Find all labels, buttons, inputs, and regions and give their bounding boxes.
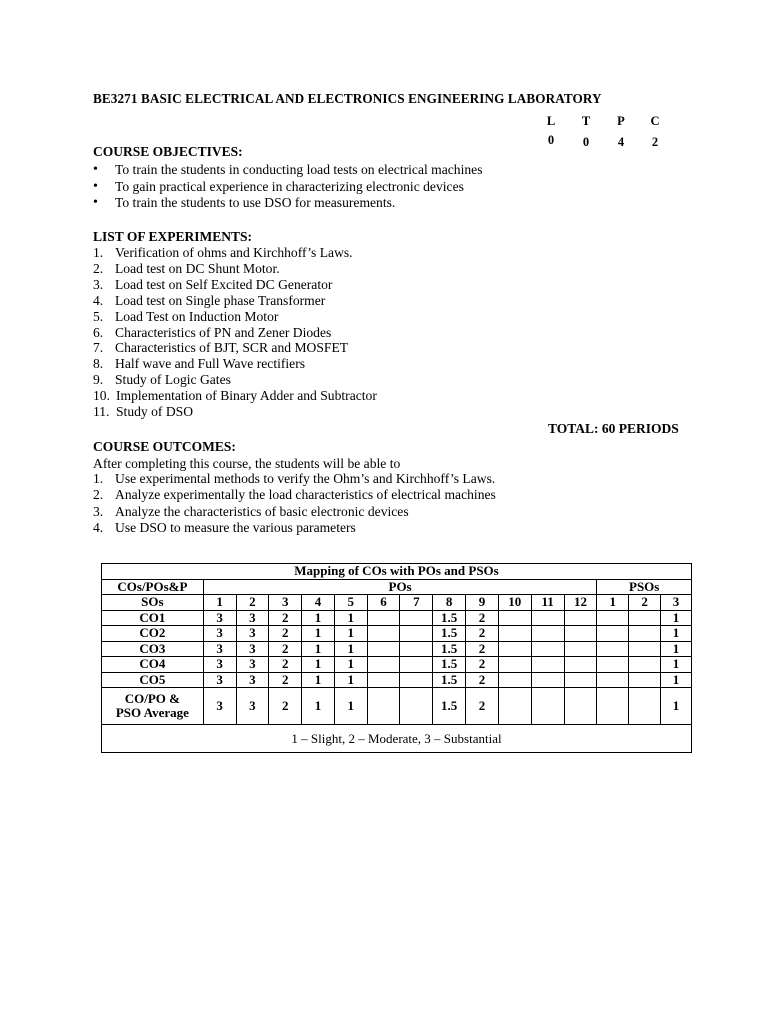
po-number: 9	[466, 595, 499, 611]
scale-legend: 1 – Slight, 2 – Moderate, 3 – Substantial	[102, 725, 692, 753]
table-row	[102, 657, 692, 673]
mapping-cell: 1	[302, 626, 335, 642]
average-cell	[531, 688, 564, 725]
mapping-cell	[367, 626, 400, 642]
ltpc-value-p: 4	[617, 135, 625, 149]
average-label-line-2: PSO Average	[115, 705, 189, 720]
mapping-cell	[629, 641, 661, 657]
outcomes-heading: COURSE OUTCOMES:	[93, 439, 236, 454]
item-text: Study of DSO	[116, 404, 194, 420]
item-number: 1.	[93, 245, 104, 260]
average-cell: 3	[203, 688, 236, 725]
table-row	[102, 641, 692, 657]
item-text: Load test on Single phase Transformer	[115, 292, 326, 308]
average-row	[102, 688, 692, 725]
mapping-cell: 2	[466, 657, 499, 673]
mapping-cell	[564, 657, 597, 673]
mapping-cell: 1	[661, 657, 692, 673]
mapping-cell: 2	[466, 610, 499, 626]
item-text: Characteristics of BJT, SCR and MOSFET	[115, 340, 349, 356]
average-cell	[367, 688, 400, 725]
item-number: 2.	[93, 486, 104, 502]
ltpc-header-l: L	[546, 114, 556, 128]
item-number: 7.	[93, 340, 104, 356]
item-number: 2.	[93, 260, 104, 276]
experiment-item	[93, 388, 377, 404]
table-number-row	[102, 595, 692, 611]
item-text: Half wave and Full Wave rectifiers	[115, 356, 306, 372]
pso-number: 3	[661, 595, 692, 611]
item-number: 3.	[93, 276, 104, 292]
mapping-cell: 3	[236, 672, 269, 688]
average-cell: 1	[661, 688, 692, 725]
mapping-cell: 1	[302, 610, 335, 626]
table-group-row	[102, 579, 692, 595]
experiment-item	[93, 325, 377, 341]
average-cell: 1.5	[433, 688, 466, 725]
experiments-heading: LIST OF EXPERIMENTS:	[93, 229, 253, 244]
outcome-item	[93, 520, 496, 536]
mapping-cell	[629, 672, 661, 688]
mapping-cell	[597, 641, 629, 657]
table-row	[102, 626, 692, 642]
item-number: 10.	[93, 388, 110, 404]
mapping-cell: 1	[661, 641, 692, 657]
item-text: Implementation of Binary Adder and Subtractor	[116, 388, 377, 404]
co-label: CO1	[102, 610, 204, 626]
mapping-cell: 1	[334, 657, 367, 673]
mapping-cell: 1	[302, 641, 335, 657]
experiment-item	[93, 372, 377, 388]
co-label: CO3	[102, 641, 204, 657]
experiment-item	[93, 309, 377, 325]
mapping-cell: 2	[466, 641, 499, 657]
mapping-cell: 1	[661, 626, 692, 642]
item-text: Load Test on Induction Motor	[115, 308, 279, 324]
average-cell	[564, 688, 597, 725]
mapping-cell	[531, 626, 564, 642]
mapping-cell	[498, 657, 531, 673]
mapping-cell	[629, 657, 661, 673]
item-text: Use DSO to measure the various parameters	[115, 519, 356, 535]
average-cell: 2	[269, 688, 302, 725]
item-number: 1.	[93, 471, 104, 486]
outcome-item	[93, 471, 496, 487]
pso-number: 2	[629, 595, 661, 611]
item-text: Verification of ohms and Kirchhoff’s Laws.	[115, 245, 353, 260]
average-cell: 1	[302, 688, 335, 725]
outcome-item	[93, 504, 496, 520]
mapping-cell: 2	[269, 626, 302, 642]
mapping-cell	[564, 626, 597, 642]
mapping-cell: 1.5	[433, 641, 466, 657]
ltpc-value-c: 2	[651, 135, 659, 149]
mapping-cell: 1.5	[433, 657, 466, 673]
po-number: 4	[302, 595, 335, 611]
mapping-cell	[400, 641, 433, 657]
mapping-cell	[367, 641, 400, 657]
mapping-cell: 3	[236, 610, 269, 626]
objectives-heading: COURSE OBJECTIVES:	[93, 144, 243, 159]
item-text: Characteristics of PN and Zener Diodes	[115, 324, 332, 340]
average-label-line-1: CO/PO &	[124, 691, 180, 706]
psos-group-header: PSOs	[597, 579, 692, 595]
objectives-list	[93, 162, 483, 212]
outcomes-intro: After completing this course, the students will be able to	[93, 456, 401, 471]
co-rows	[102, 610, 692, 688]
po-number: 6	[367, 595, 400, 611]
mapping-cell	[531, 641, 564, 657]
experiment-item	[93, 404, 377, 420]
experiment-item	[93, 277, 377, 293]
item-number: 9.	[93, 372, 104, 388]
corner-label-bottom: SOs	[102, 595, 204, 611]
mapping-cell: 3	[236, 626, 269, 642]
po-number: 7	[400, 595, 433, 611]
ltpc-value-t: 0	[582, 135, 590, 149]
mapping-cell	[597, 626, 629, 642]
co-label: CO4	[102, 657, 204, 673]
mapping-table	[101, 563, 692, 753]
mapping-cell: 2	[466, 672, 499, 688]
item-number: 8.	[93, 356, 104, 372]
pso-number: 1	[597, 595, 629, 611]
mapping-cell	[498, 672, 531, 688]
mapping-cell	[498, 610, 531, 626]
average-cell: 2	[466, 688, 499, 725]
item-text: Analyze experimentally the load characteristics of electrical machines	[115, 486, 496, 502]
item-text: Analyze the characteristics of basic electronic devices	[115, 503, 409, 519]
experiment-item	[93, 293, 377, 309]
mapping-cell: 1	[661, 610, 692, 626]
ltpc-header-p: P	[617, 114, 625, 128]
mapping-cell	[367, 672, 400, 688]
mapping-cell	[564, 641, 597, 657]
ltpc-value-l: 0	[547, 133, 555, 147]
experiments-list	[93, 245, 377, 420]
outcome-item	[93, 487, 496, 503]
po-number: 2	[236, 595, 269, 611]
mapping-cell: 3	[203, 672, 236, 688]
experiment-item	[93, 356, 377, 372]
mapping-cell	[400, 657, 433, 673]
outcomes-list	[93, 471, 496, 536]
pos-group-header: POs	[203, 579, 597, 595]
mapping-cell	[367, 657, 400, 673]
table-caption: Mapping of COs with POs and PSOs	[102, 564, 692, 580]
table-row	[102, 672, 692, 688]
item-number: 6.	[93, 324, 104, 340]
po-number: 3	[269, 595, 302, 611]
item-number: 5.	[93, 308, 104, 324]
item-number: 4.	[93, 292, 104, 308]
average-cell	[400, 688, 433, 725]
item-text: Use experimental methods to verify the Ohm’s and Kirchhoff’s Laws.	[115, 471, 496, 486]
average-cell	[498, 688, 531, 725]
mapping-cell: 2	[269, 657, 302, 673]
mapping-cell: 1	[334, 626, 367, 642]
objective-item: • To train the students to use DSO for measurements.	[93, 195, 483, 212]
total-periods: TOTAL: 60 PERIODS	[548, 421, 679, 436]
experiment-item	[93, 261, 377, 277]
mapping-cell	[629, 626, 661, 642]
legend-row	[102, 725, 692, 753]
mapping-cell	[400, 610, 433, 626]
mapping-cell: 1	[661, 672, 692, 688]
po-number: 8	[433, 595, 466, 611]
mapping-cell: 3	[203, 641, 236, 657]
objective-item: • To train the students in conducting load tests on electrical machines	[93, 162, 483, 179]
item-text: Load test on DC Shunt Motor.	[115, 260, 280, 276]
mapping-cell	[564, 672, 597, 688]
mapping-cell: 3	[203, 610, 236, 626]
course-title: BE3271 BASIC ELECTRICAL AND ELECTRONICS ENGINEERING LABORATORY	[93, 91, 602, 106]
average-cell: 3	[236, 688, 269, 725]
po-number: 1	[203, 595, 236, 611]
corner-label-top: COs/POs&P	[102, 579, 204, 595]
item-number: 11.	[93, 404, 110, 420]
mapping-cell: 1	[302, 672, 335, 688]
mapping-cell: 2	[269, 641, 302, 657]
mapping-cell	[400, 672, 433, 688]
mapping-cell: 2	[269, 672, 302, 688]
po-number: 5	[334, 595, 367, 611]
experiment-item	[93, 245, 377, 261]
mapping-cell: 1	[334, 641, 367, 657]
mapping-cell	[498, 626, 531, 642]
mapping-cell: 3	[203, 626, 236, 642]
mapping-cell: 1.5	[433, 610, 466, 626]
average-label	[102, 688, 204, 725]
item-text: Load test on Self Excited DC Generator	[115, 276, 333, 292]
average-cell	[629, 688, 661, 725]
mapping-cell: 2	[466, 626, 499, 642]
average-cell: 1	[334, 688, 367, 725]
mapping-cell: 1.5	[433, 672, 466, 688]
mapping-cell	[400, 626, 433, 642]
item-number: 3.	[93, 503, 104, 519]
po-number: 12	[564, 595, 597, 611]
average-cell	[597, 688, 629, 725]
mapping-cell	[367, 610, 400, 626]
table-caption-row	[102, 564, 692, 580]
mapping-cell: 2	[269, 610, 302, 626]
mapping-cell: 1	[334, 672, 367, 688]
ltpc-header-c: C	[650, 114, 660, 128]
mapping-cell: 1	[302, 657, 335, 673]
mapping-cell	[597, 657, 629, 673]
co-label: CO2	[102, 626, 204, 642]
ltpc-header-t: T	[581, 114, 591, 128]
mapping-cell: 1.5	[433, 626, 466, 642]
experiment-item	[93, 340, 377, 356]
mapping-cell	[564, 610, 597, 626]
objective-item: • To gain practical experience in characterizing electronic devices	[93, 179, 483, 196]
po-number: 10	[498, 595, 531, 611]
mapping-cell	[629, 610, 661, 626]
po-number: 11	[531, 595, 564, 611]
mapping-cell	[597, 672, 629, 688]
mapping-cell: 3	[236, 657, 269, 673]
table-row	[102, 610, 692, 626]
mapping-cell	[531, 657, 564, 673]
mapping-cell: 3	[236, 641, 269, 657]
mapping-cell	[597, 610, 629, 626]
co-label: CO5	[102, 672, 204, 688]
mapping-cell: 1	[334, 610, 367, 626]
mapping-cell	[498, 641, 531, 657]
item-number: 4.	[93, 519, 104, 535]
mapping-cell	[531, 610, 564, 626]
mapping-cell: 3	[203, 657, 236, 673]
item-text: Study of Logic Gates	[115, 372, 231, 388]
mapping-cell	[531, 672, 564, 688]
